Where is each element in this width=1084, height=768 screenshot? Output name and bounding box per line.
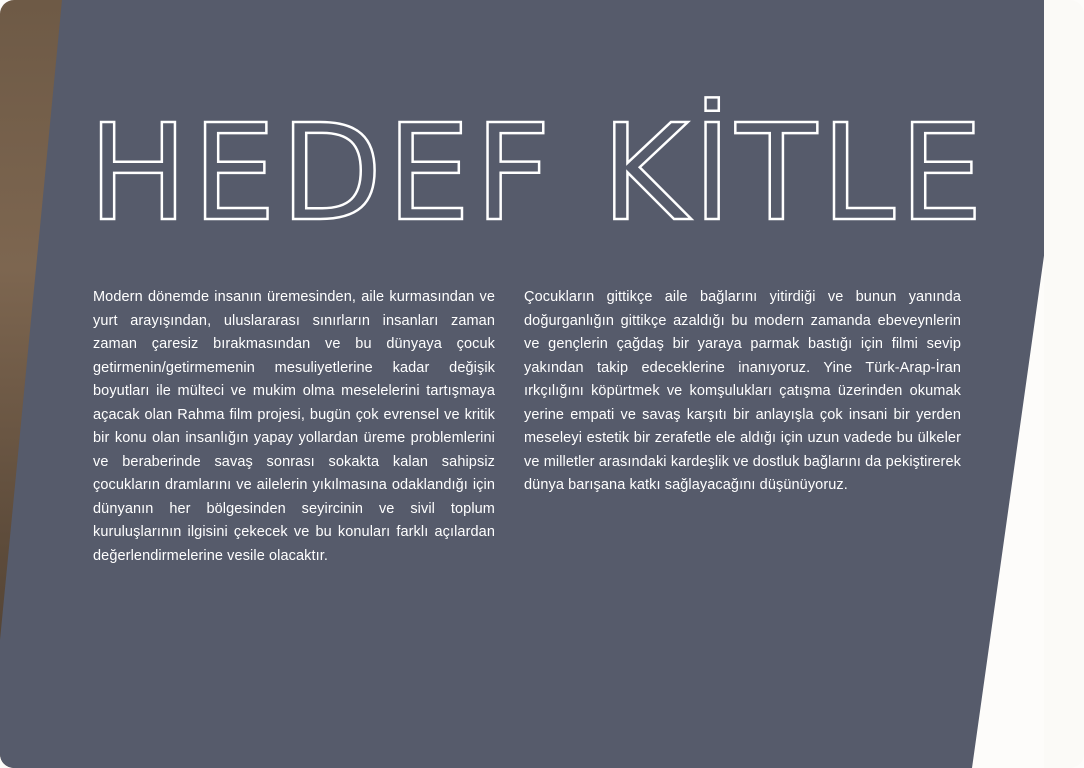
page-edge xyxy=(1044,0,1084,768)
body-text-left-column: Modern dönemde insanın üremesinden, aile kurmasından ve yurt arayışından, uluslararası sınırların insanları zaman zaman çaresiz bırakmasından ve bu dünyaya çocuk getirmenin/getirmemenin mesuliyetlerine kadar değişik boyutları ile mülteci ve mukim olma meselelerini tartışmaya açacak olan Rahma film projesi, bugün çok evrensel ve kritik bir konu olan insanlığın yapay yollardan üreme problemlerini ve beraberinde savaş sonrası sokakta kalan sahipsiz çocukların dramlarını ve ailelerin yıkılmasına odaklandığı için dünyanın her bölgesinden seyircinin ve sivil toplum kuruluşlarının ilgisini çekecek ve bu konuları farklı açılardan değerlendirmelerine vesile olacaktır. xyxy=(93,289,495,564)
section-title: HEDEF KİTLE xyxy=(88,97,988,251)
body-text-right-column: Çocukların gittikçe aile bağlarını yitirdiği ve bunun yanında doğurganlığın gittikçe azaldığı bu modern zamanda ebeveynlerin ve gençlerin çağdaş bir yaraya parmak bastığı için filmi sevip yakından takip edeceklerine inanıyoruz. Yine Türk-Arap-İran ırkçılığını köpürtmek ve komşulukları çatışma üzerinden okumak yerine empati ve savaş karşıtı bir anlayışla çok insani bir yerden meseleyi estetik bir zerafetle ele aldığı için uzun vadede bu ülkeler ve milletler arasındaki kardeşlik ve dostluk bağlarını da pekiştirerek dünya barışana katkı sağlayacağını düşünüyoruz. xyxy=(524,289,961,493)
